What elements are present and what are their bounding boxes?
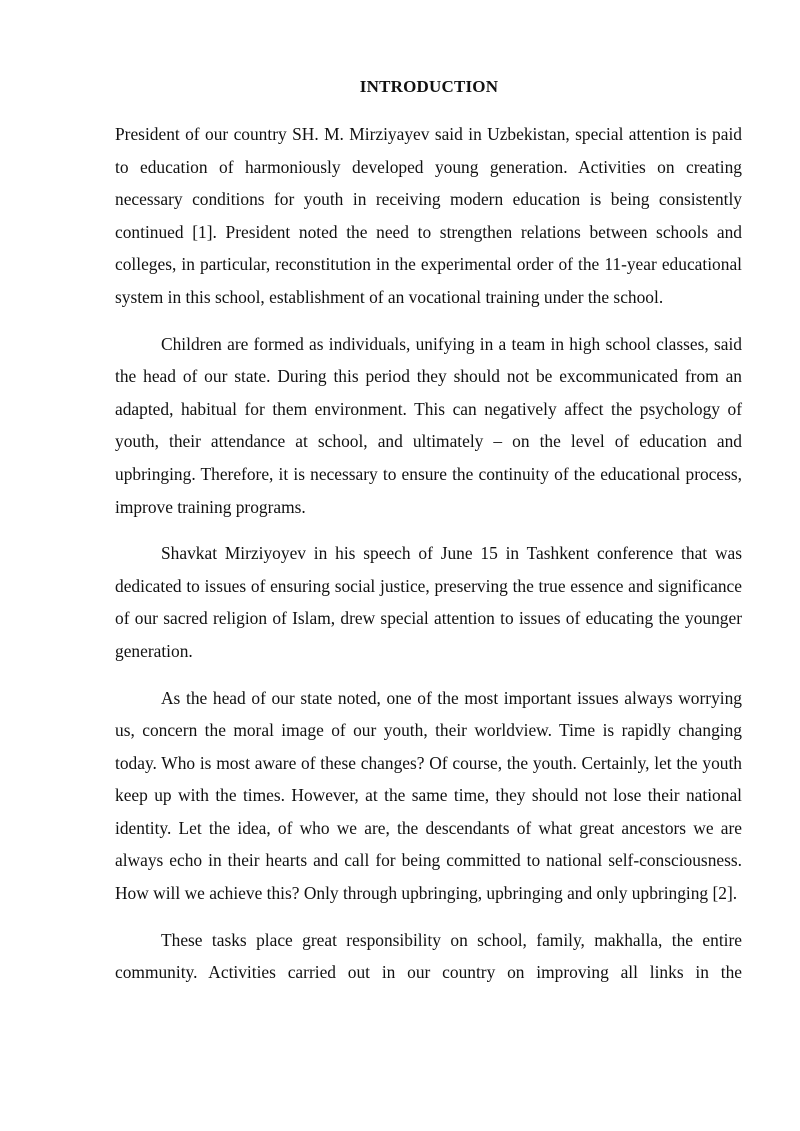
paragraph-1: President of our country SH. M. Mirziyayev said in Uzbekistan, special attention is paid to education of harmoniously developed young generation. Activities on creating necessary conditions for youth in receiving modern education is being consistently continued [1]. President noted the need to strengthen relations between schools and colleges, in particular, reconstitution in the experimental order of the 11-year educational system in this school, establishment of an vocational training under the school. [115,124,742,307]
page-title: INTRODUCTION [359,77,499,96]
paragraph-3: Shavkat Mirziyoyev in his speech of June 15 in Tashkent conference that was dedicated to issues of ensuring social justice, preserving the true essence and significance of our sacred religion of Islam, drew special attention to issues of educating the younger generation. [115,543,742,661]
paragraph-2: Children are formed as individuals, unifying in a team in high school classes, said the head of our state. During this period they should not be excommunicated from an adapted, habitual for them environment. This can negatively affect the psychology of youth, their attendance at school, and ultimately – on the level of education and upbringing. Therefore, it is necessary to ensure the continuity of the educational process, improve training programs. [115,333,742,517]
paragraph-5: These tasks place great responsibility on school, family, makhalla, the entire community. Activities carried out in our country on improving all links in the [115,929,742,983]
paragraph-4: As the head of our state noted, one of the most important issues always worrying us, concern the moral image of our youth, their worldview. Time is rapidly changing today. Who is most aware of these changes? Of course, the youth. Certainly, let the youth keep up with the times. However, at the same time, they should not lose their national identity. Let the idea, of who we are, the descendants of what great ancestors we are always echo in their hearts and call for being committed to national self-consciousness. How will we achieve this? Only through upbringing, upbringing and only upbringing [2]. [115,687,742,904]
body-text [115,118,742,989]
